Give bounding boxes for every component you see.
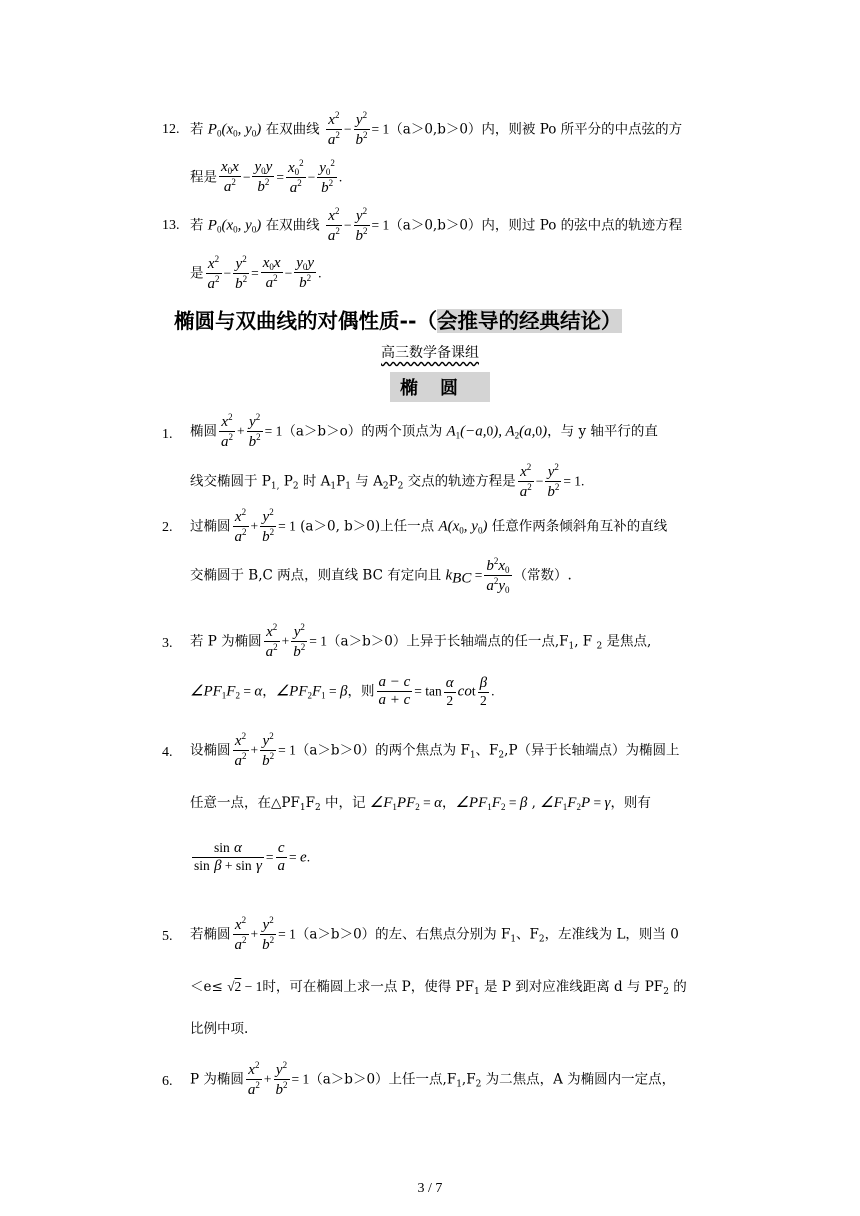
item-number: 13.	[162, 218, 180, 233]
item-4-line-1: 设椭圆 $\frac{x^2}{a^2}$ + $\frac{y^2}{b^2}$ = 1（a＞b＞0）的两个焦点为 $F_1$、$F_2,P$（异于长轴端点）为椭圆上	[190, 731, 680, 770]
page-number: 3 / 7	[417, 1181, 443, 1196]
item-12-line-2: 程是 $\frac{x_0x}{a^2}$ − $\frac{y_0y}{b^2}$ = $\frac{x_0^2}{a^2}$ − $\frac{y_0^2}{b^2}$ .	[190, 158, 343, 197]
item-12-line-1: 若 $P_0(x_0$, $y_0$) 在双曲线 $\frac{x^2}{a^2}$ − $\frac{y^2}{b^2}$ = 1（a＞0,b＞0）内，则被 Po 所平分的中点弦的方	[190, 110, 683, 149]
item-2-line-2: 交椭圆于 B,C 两点，则直线 BC 有定向且 $k_{BC}$ = $\frac{b^2x_0}{a^2y_0}$ （常数）.	[190, 556, 572, 596]
item-3-line-1: 若 P 为椭圆 $\frac{x^2}{a^2}$ + $\frac{y^2}{b^2}$ = 1（a＞b＞0）上异于长轴端点的任一点$,F_1$, F $_2$ 是焦点,	[190, 622, 652, 661]
item-3-line-2: $\angle PF_1F_2 = \alpha$，$\angle PF_2F_1 = \beta$，则 $\frac{a - c}{a + c}$ = tan $\frac{\alpha}{2}$ cot $\frac{\beta}{2}$ .	[190, 674, 495, 709]
item-1-line-1: 椭圆 $\frac{x^2}{a^2}$ + $\frac{y^2}{b^2}$ = 1（a＞b＞o）的两个顶点为 $A_1(-a,0)$, $A_2(a,0)$，与 y 轴平行的直	[190, 412, 658, 451]
item-13-line-1: 若 $P_0(x_0$, $y_0$) 在双曲线 $\frac{x^2}{a^2}$ − $\frac{y^2}{b^2}$ = 1（a＞0,b＞0）内，则过 Po 的弦中点的轨迹方程	[190, 206, 683, 245]
item-number: 6.	[162, 1074, 173, 1089]
section-heading: 椭圆	[390, 372, 490, 402]
item-number: 5.	[162, 929, 173, 944]
item-5-line-3: 比例中项.	[190, 1021, 249, 1037]
item-4-line-2: 任意一点，在$\triangle PF_1F_2$ 中，记 $\angle F_1PF_2 = \alpha$，$\angle PF_1F_2 = \beta$ , $\angle F_1F_2P = \gamma$，则有	[190, 795, 651, 813]
item-1-line-2: 线交椭圆于 $P_{1,}$ $P_2$ 时 $A_1P_1$ 与 $A_2P_2$ 交点的轨迹方程是 $\frac{x^2}{a^2}$ − $\frac{y^2}{b^2}$ = 1.	[190, 462, 585, 501]
item-5-line-1: 若椭圆 $\frac{x^2}{a^2}$ + $\frac{y^2}{b^2}$ = 1（a＞b＞0）的左、右焦点分别为 $F_1$、$F_2$，左准线为 L，则当 0	[190, 915, 679, 954]
item-number: 4.	[162, 745, 173, 760]
subtitle: 高三数学备课组	[381, 345, 479, 361]
item-number: 1.	[162, 427, 173, 442]
item-number: 12.	[162, 122, 180, 137]
item-4-line-3: $\frac{\text{sin α}}{\text{sin β + sin γ}}$ = $\frac{c}{a}$ = e.	[194, 840, 311, 875]
item-number: 2.	[162, 520, 173, 535]
item-2-line-1: 过椭圆 $\frac{x^2}{a^2}$ + $\frac{y^2}{b^2}$ = 1 (a＞0, b＞0)上任一点 $A(x_0$, $y_0$) 任意作两条倾斜角互补的直线	[190, 507, 668, 546]
item-5-line-2: ＜e≤ √2 − 1时，可在椭圆上求一点 P，使得 $PF_1$ 是 P 到对应准线距离 d 与 $PF_2$ 的	[190, 979, 687, 997]
page-title: 椭圆与双曲线的对偶性质--（会推导的经典结论）	[174, 309, 622, 333]
item-13-line-2: 是 $\frac{x^2}{a^2}$ − $\frac{y^2}{b^2}$ = $\frac{x_0x}{a^2}$ − $\frac{y_0y}{b^2}$ .	[190, 254, 322, 293]
item-number: 3.	[162, 636, 173, 651]
item-6-line-1: P 为椭圆 $\frac{x^2}{a^2}$ + $\frac{y^2}{b^2}$ = 1（a＞b＞0）上任一点$,F_1,F_2$ 为二焦点，A 为椭圆内一定点，	[190, 1060, 676, 1099]
